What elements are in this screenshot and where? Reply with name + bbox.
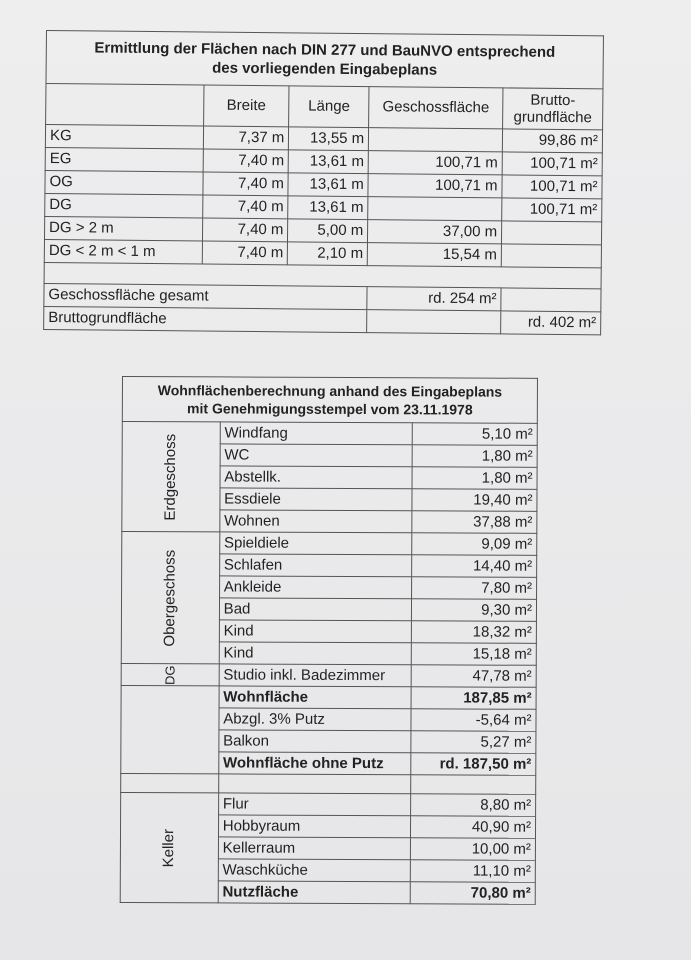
flaechen-table — [43, 30, 604, 335]
room-name: Windfang — [220, 422, 413, 445]
header-geschossflaeche: Geschossfläche — [369, 87, 503, 129]
room-name: Waschküche — [218, 859, 411, 882]
row-label: DG — [45, 193, 203, 218]
room-name: Wohnen — [220, 510, 413, 533]
geschoss-value — [368, 197, 502, 221]
laenge-value: 5,00 m — [288, 219, 368, 243]
laenge-value: 13,55 m — [289, 127, 369, 151]
room-area: 1,80 m² — [412, 467, 537, 490]
flaechen-rows — [44, 125, 602, 268]
header-laenge: Länge — [289, 86, 369, 128]
table-row — [122, 422, 537, 446]
row-label: DG < 2 m < 1 m — [44, 239, 202, 264]
laenge-value: 13,61 m — [288, 173, 368, 197]
breite-value: 7,40 m — [203, 172, 289, 196]
room-name: Ankleide — [219, 576, 412, 599]
room-area: 7,80 m² — [412, 577, 537, 600]
room-name: Nutzfläche — [218, 881, 411, 904]
geschoss-value: 100,71 m — [368, 174, 502, 198]
table-row — [122, 532, 537, 556]
room-area: 14,40 m² — [412, 555, 537, 578]
room-area: 5,27 m² — [411, 731, 536, 754]
geschoss-value: 37,00 m — [368, 220, 502, 244]
room-name: Hobbyraum — [218, 815, 411, 838]
room-name: Wohnfläche ohne Putz — [218, 752, 411, 775]
geschoss-value — [369, 128, 503, 152]
bruttogrundflaeche-value: rd. 402 m² — [501, 311, 601, 335]
brutto-value: 100,71 m² — [502, 152, 602, 176]
row-label: EG — [45, 147, 203, 172]
room-area: 15,18 m² — [411, 643, 536, 666]
laenge-value: 13,61 m — [288, 196, 368, 220]
room-area: 1,80 m² — [412, 445, 537, 468]
group-totals — [121, 685, 219, 773]
room-area: rd. 187,50 m² — [411, 753, 536, 776]
breite-value: 7,40 m — [203, 149, 289, 173]
room-area: 19,40 m² — [412, 489, 537, 512]
room-name: WC — [220, 444, 413, 467]
room-name: Balkon — [219, 730, 412, 753]
group-keller: Keller — [120, 792, 218, 902]
geschoss-value: 15,54 m — [367, 243, 501, 267]
spacer-row — [121, 773, 536, 794]
room-area: 11,10 m² — [410, 860, 535, 883]
table-row — [121, 685, 536, 709]
room-area: 9,30 m² — [412, 599, 537, 622]
geschossflaeche-gesamt-value: rd. 254 m² — [367, 287, 501, 311]
laenge-value: 13,61 m — [289, 150, 369, 174]
header-breite: Breite — [203, 85, 289, 127]
room-name: Spieldiele — [219, 532, 412, 555]
breite-value: 7,40 m — [202, 218, 288, 242]
room-area: 47,78 m² — [411, 665, 536, 688]
wohnflaeche-title: Wohnflächenberechnung anhand des Eingabeplans mit Genehmigungsstempel vom 23.11.1978 — [122, 377, 537, 424]
room-name: Kellerraum — [218, 837, 411, 860]
flaechen-title: Ermittlung der Flächen nach DIN 277 und BauNVO entsprechend des vorliegenden Eingabeplans — [46, 31, 603, 89]
wohnflaeche-rows — [120, 422, 537, 905]
bruttogrundflaeche-label: Bruttogrundfläche — [44, 306, 367, 332]
brutto-value — [501, 244, 601, 268]
room-area: 70,80 m² — [410, 882, 535, 905]
brutto-value — [502, 221, 602, 245]
brutto-value: 100,71 m² — [502, 198, 602, 222]
group-erdgeschoss: Erdgeschoss — [122, 422, 220, 532]
room-area: 18,32 m² — [412, 621, 537, 644]
brutto-value: 100,71 m² — [502, 175, 602, 199]
geschoss-value: 100,71 m — [368, 151, 502, 175]
room-name: Abstellk. — [220, 466, 413, 489]
room-name: Studio inkl. Badezimmer — [219, 664, 412, 687]
room-name: Bad — [219, 598, 412, 621]
room-area: 37,88 m² — [412, 511, 537, 534]
room-area: 9,09 m² — [412, 533, 537, 556]
room-area: 187,85 m² — [411, 687, 536, 710]
row-label: KG — [45, 125, 203, 150]
room-name: Wohnfläche — [219, 686, 412, 709]
room-area: 40,90 m² — [411, 816, 536, 839]
breite-value: 7,37 m — [203, 126, 289, 150]
room-area: -5,64 m² — [411, 709, 536, 732]
room-name: Flur — [218, 793, 411, 816]
table-row — [121, 663, 536, 687]
room-name: Essdiele — [220, 488, 413, 511]
room-area: 10,00 m² — [411, 838, 536, 861]
header-bruttogrundflaeche: Brutto- grundfläche — [503, 88, 603, 130]
breite-value: 7,40 m — [202, 195, 288, 219]
group-dg: DG — [121, 663, 219, 685]
row-label: OG — [45, 170, 203, 195]
room-name: Kind — [219, 620, 412, 643]
row-label: DG > 2 m — [44, 216, 202, 241]
laenge-value: 2,10 m — [288, 242, 368, 266]
breite-value: 7,40 m — [202, 241, 288, 265]
group-obergeschoss: Obergeschoss — [121, 532, 219, 664]
geschossflaeche-gesamt-label: Geschossfläche gesamt — [44, 283, 367, 309]
room-area: 5,10 m² — [412, 423, 537, 446]
room-name: Kind — [219, 642, 412, 665]
room-name: Schlafen — [219, 554, 412, 577]
brutto-value: 99,86 m² — [502, 129, 602, 153]
room-area: 8,80 m² — [411, 794, 536, 817]
wohnflaeche-table — [120, 376, 538, 905]
table-row — [121, 792, 536, 816]
room-name: Abzgl. 3% Putz — [219, 708, 412, 731]
